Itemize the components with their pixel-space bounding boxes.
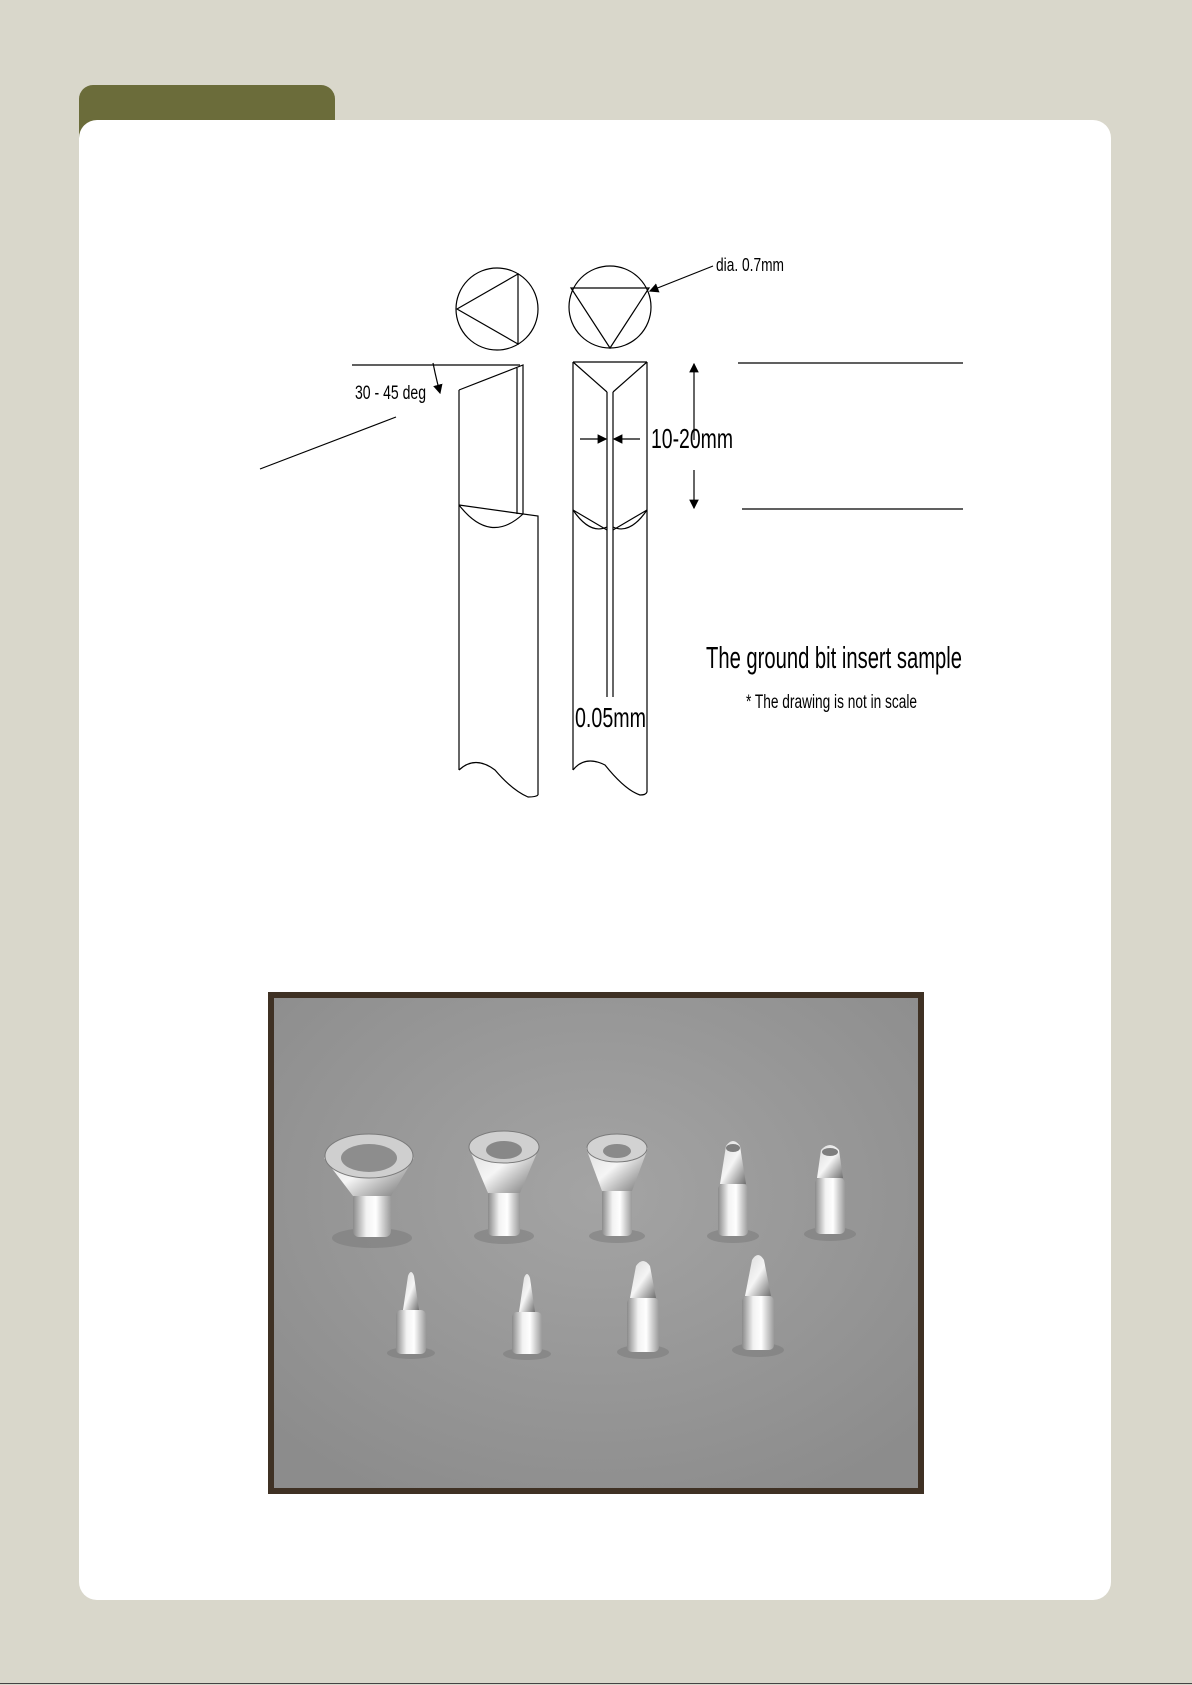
diameter-label: dia. 0.7mm <box>716 255 784 275</box>
right-bit-arcs <box>573 510 647 529</box>
left-bit-break <box>459 763 538 798</box>
width-label: 0.05mm <box>575 702 646 733</box>
right-top-view-circle <box>569 266 651 348</box>
left-bit-arc <box>459 505 523 528</box>
left-top-view-triangle <box>457 274 518 344</box>
right-bit-bevel-right <box>613 362 647 392</box>
angle-label: 30 - 45 deg <box>355 383 426 404</box>
left-top-view-circle <box>456 268 538 350</box>
right-bit-bevel-left <box>573 362 607 392</box>
right-top-view-triangle <box>571 288 649 348</box>
diameter-leader <box>650 266 713 291</box>
angle-leader-line <box>260 417 396 469</box>
caption-note: * The drawing is not in scale <box>746 692 917 713</box>
angle-arrow <box>433 363 440 393</box>
photo-frame <box>268 992 924 1494</box>
right-bit-break <box>573 761 647 795</box>
caption-title: The ground bit insert sample <box>706 640 962 675</box>
left-bit-outline-right <box>459 365 538 795</box>
right-bit-tip-lines <box>573 510 647 530</box>
left-bit-face-line <box>459 505 523 514</box>
footer-rule <box>0 1683 1192 1684</box>
length-label: 10-20mm <box>651 423 733 454</box>
bit-inserts-photo <box>274 998 918 1488</box>
